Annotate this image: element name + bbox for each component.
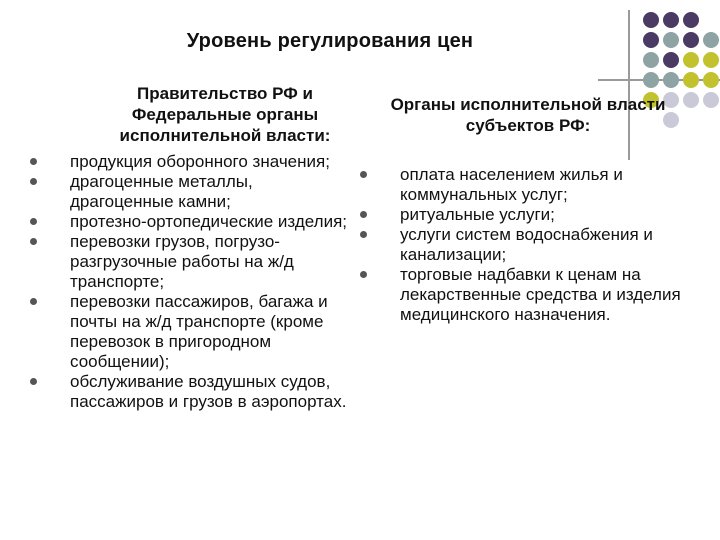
decoration-dot xyxy=(643,72,659,88)
decoration-dot xyxy=(683,72,699,88)
right-column-list xyxy=(360,165,690,325)
list-item xyxy=(360,205,690,225)
decoration-dot xyxy=(703,52,719,68)
list-item xyxy=(30,232,360,292)
list-item xyxy=(30,292,360,372)
decoration-vertical-line xyxy=(628,10,630,160)
decoration-horizontal-line xyxy=(598,79,720,81)
decoration-dot xyxy=(703,32,719,48)
decoration-dot xyxy=(703,92,719,108)
list-item-text: драгоценные металлы, драгоценные камни; xyxy=(70,172,253,211)
decoration-dot xyxy=(663,52,679,68)
list-item-text: ритуальные услуги; xyxy=(400,205,555,224)
list-item-text: оплата населением жилья и коммунальных услуг; xyxy=(400,165,623,204)
bullet-icon xyxy=(30,218,37,225)
bullet-icon xyxy=(30,178,37,185)
list-item xyxy=(30,212,360,232)
left-column-heading: Правительство РФ и Федеральные органы исполнительной власти: xyxy=(119,84,331,145)
decoration-dot xyxy=(643,32,659,48)
list-item xyxy=(360,265,690,325)
decoration-dot xyxy=(663,72,679,88)
list-item-text: продукция оборонного значения; xyxy=(70,152,330,171)
decoration-dot xyxy=(643,52,659,68)
list-item-text: услуги систем водоснабжения и канализации; xyxy=(400,225,653,264)
list-item-text: перевозки грузов, погрузо-разгрузочные работы на ж/д транспорте; xyxy=(70,232,294,291)
bullet-icon xyxy=(360,211,367,218)
list-item xyxy=(30,152,360,172)
decoration-dot xyxy=(663,32,679,48)
bullet-icon xyxy=(30,158,37,165)
decoration-dot xyxy=(683,12,699,28)
bullet-icon xyxy=(30,378,37,385)
bullet-icon xyxy=(360,271,367,278)
list-item-text: обслуживание воздушных судов, пассажиров и грузов в аэропортах. xyxy=(70,372,347,411)
decoration-dot xyxy=(683,92,699,108)
bullet-icon xyxy=(360,231,367,238)
bullet-icon xyxy=(30,298,37,305)
decoration-dot xyxy=(643,12,659,28)
list-item xyxy=(30,372,360,412)
list-item-text: протезно-ортопедические изделия; xyxy=(70,212,347,231)
bullet-icon xyxy=(30,238,37,245)
decoration-dot xyxy=(683,32,699,48)
list-item xyxy=(30,172,360,212)
list-item xyxy=(360,225,690,265)
list-item-text: торговые надбавки к ценам на лекарственные средства и изделия медицинского назначения. xyxy=(400,265,681,324)
right-column-heading: Органы исполнительной власти субъектов РФ: xyxy=(390,95,666,135)
decoration-dot xyxy=(703,72,719,88)
bullet-icon xyxy=(360,171,367,178)
left-column-list xyxy=(30,152,360,412)
decoration-dot xyxy=(663,12,679,28)
decoration-dot xyxy=(683,52,699,68)
list-item-text: перевозки пассажиров, багажа и почты на ж/д транспорте (кроме перевозок в пригородном сообщении); xyxy=(70,292,328,371)
slide-title: Уровень регулирования цен xyxy=(186,30,474,52)
list-item xyxy=(360,165,690,205)
